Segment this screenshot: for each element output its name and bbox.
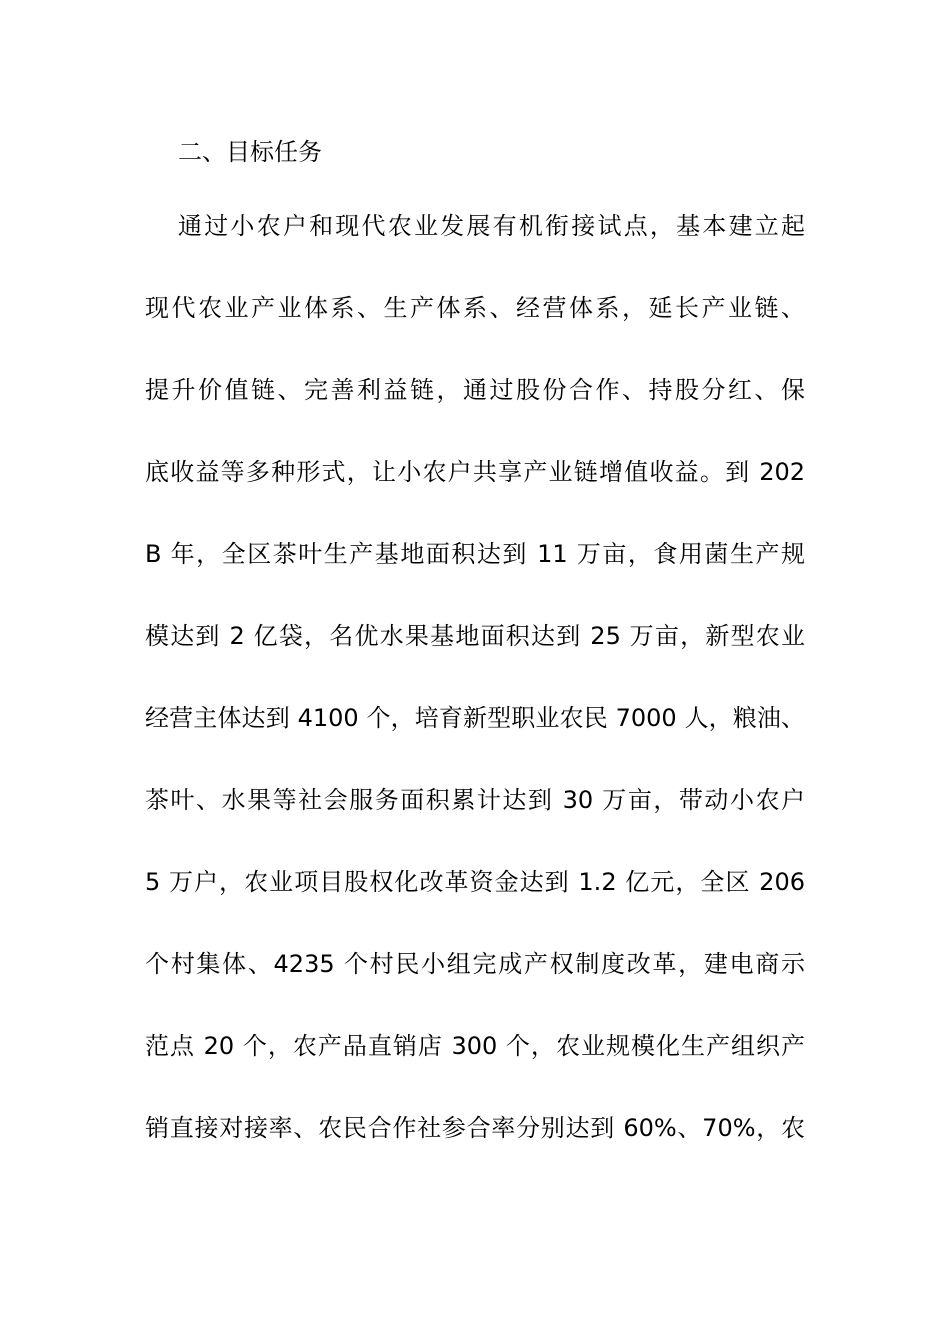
paragraph-line: 个村集体、4235 个村民小组完成产权制度改革，建电商示 bbox=[145, 950, 805, 978]
paragraph-line: 范点 20 个，农产品直销店 300 个，农业规模化生产组织产 bbox=[145, 1032, 805, 1060]
paragraph-line: 提升价值链、完善利益链，通过股份合作、持股分红、保 bbox=[145, 376, 805, 404]
paragraph-line: 通过小农户和现代农业发展有机衔接试点，基本建立起 bbox=[178, 212, 805, 240]
paragraph-line: 经营主体达到 4100 个，培育新型职业农民 7000 人，粮油、 bbox=[145, 704, 805, 732]
paragraph-line: 茶叶、水果等社会服务面积累计达到 30 万亩，带动小农户 bbox=[145, 786, 805, 814]
paragraph-line: 现代农业产业体系、生产体系、经营体系，延长产业链、 bbox=[145, 294, 805, 322]
section-heading: 二、目标任务 bbox=[178, 138, 322, 166]
paragraph-line: 模达到 2 亿袋，名优水果基地面积达到 25 万亩，新型农业 bbox=[145, 622, 805, 650]
paragraph-line: 底收益等多种形式，让小农户共享产业链增值收益。到 202 bbox=[145, 458, 805, 486]
paragraph-line: 销直接对接率、农民合作社参合率分别达到 60%、70%，农 bbox=[145, 1114, 805, 1142]
paragraph-line: B 年，全区茶叶生产基地面积达到 11 万亩，食用菌生产规 bbox=[145, 540, 805, 568]
paragraph-line: 5 万户，农业项目股权化改革资金达到 1.2 亿元，全区 206 bbox=[145, 868, 805, 896]
